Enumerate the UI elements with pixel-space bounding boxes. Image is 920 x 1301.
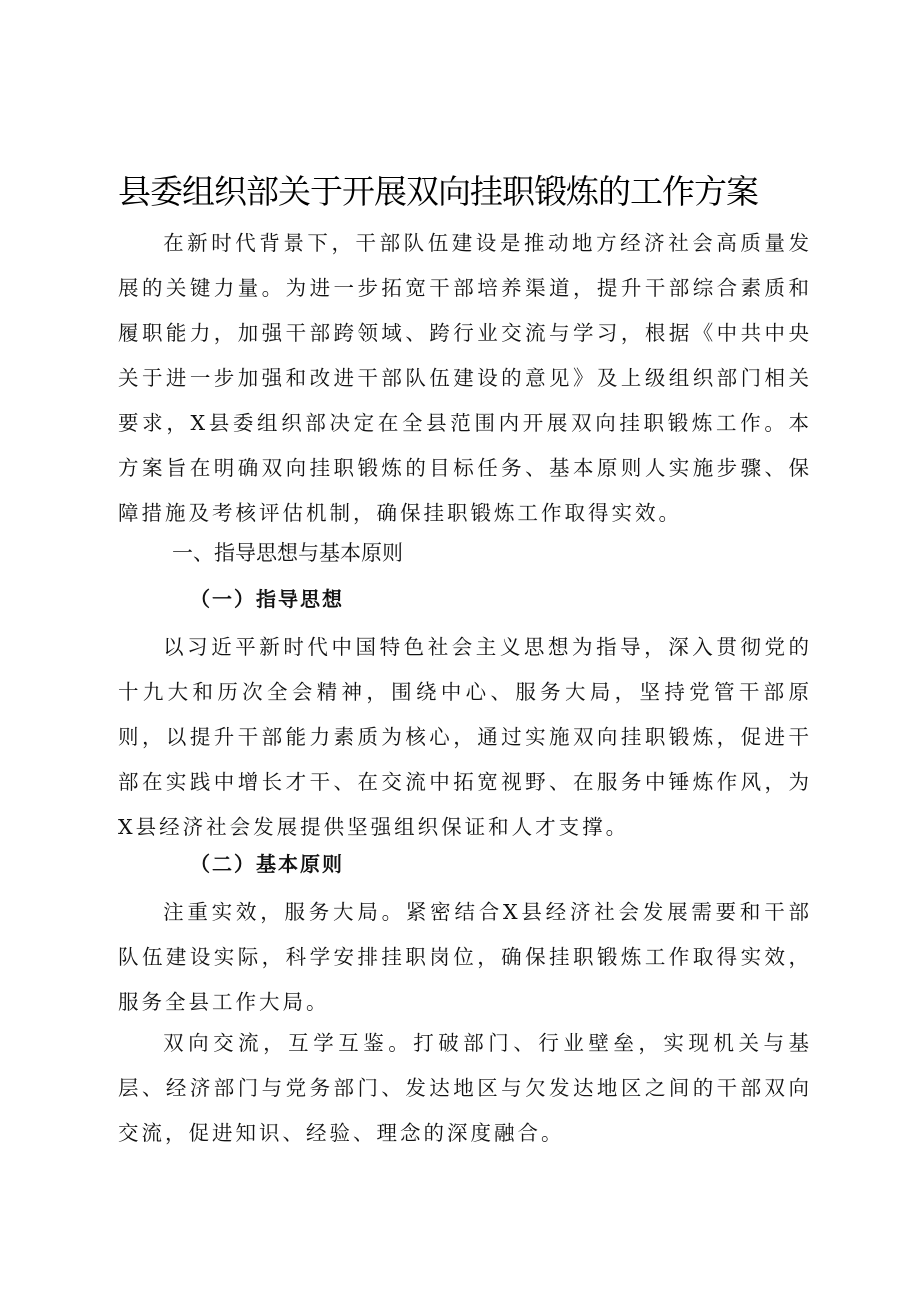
subsection-heading-guiding-thought: （一）指导思想 bbox=[190, 587, 344, 611]
subsection-heading-basic-principles: （二）基本原则 bbox=[190, 852, 344, 876]
principle-paragraph-1: 注重实效，服务大局。紧密结合X县经济社会发展需要和干部队伍建设实际，科学安排挂职岗位，确保挂职锻炼工作取得实效，服务全县工作大局。 bbox=[118, 900, 812, 1014]
intro-paragraph: 在新时代背景下，干部队伍建设是推动地方经济社会高质量发展的关键力量。为进一步拓宽干部培养渠道，提升干部综合素质和履职能力，加强干部跨领域、跨行业交流与学习，根据《中共中央关于进一步加强和改进干部队伍建设的意见》及上级组织部门相关要求，X县委组织部决定在全县范围内开展双向挂职锻炼工作。本方案旨在明确双向挂职锻炼的目标任务、基本原则人实施步骤、保障措施及考核评估机制，确保挂职锻炼工作取得实效。 bbox=[118, 231, 812, 525]
section-heading-1: 一、指导思想与基本原则 bbox=[172, 541, 403, 565]
principle-paragraph-2: 双向交流，互学互鉴。打破部门、行业壁垒，实现机关与基层、经济部门与党务部门、发达地区与欠发达地区之间的干部双向交流，促进知识、经验、理念的深度融合。 bbox=[118, 1031, 812, 1145]
document-title: 县委组织部关于开展双向挂职锻炼的工作方案 bbox=[118, 172, 758, 211]
guiding-thought-paragraph: 以习近平新时代中国特色社会主义思想为指导，深入贯彻党的十九大和历次全会精神，围绕中心、服务大局，坚持党管干部原则，以提升干部能力素质为核心，通过实施双向挂职锻炼，促进干部在实践中增长才干、在交流中拓宽视野、在服务中锤炼作风，为X县经济社会发展提供坚强组织保证和人才支撑。 bbox=[118, 635, 812, 839]
